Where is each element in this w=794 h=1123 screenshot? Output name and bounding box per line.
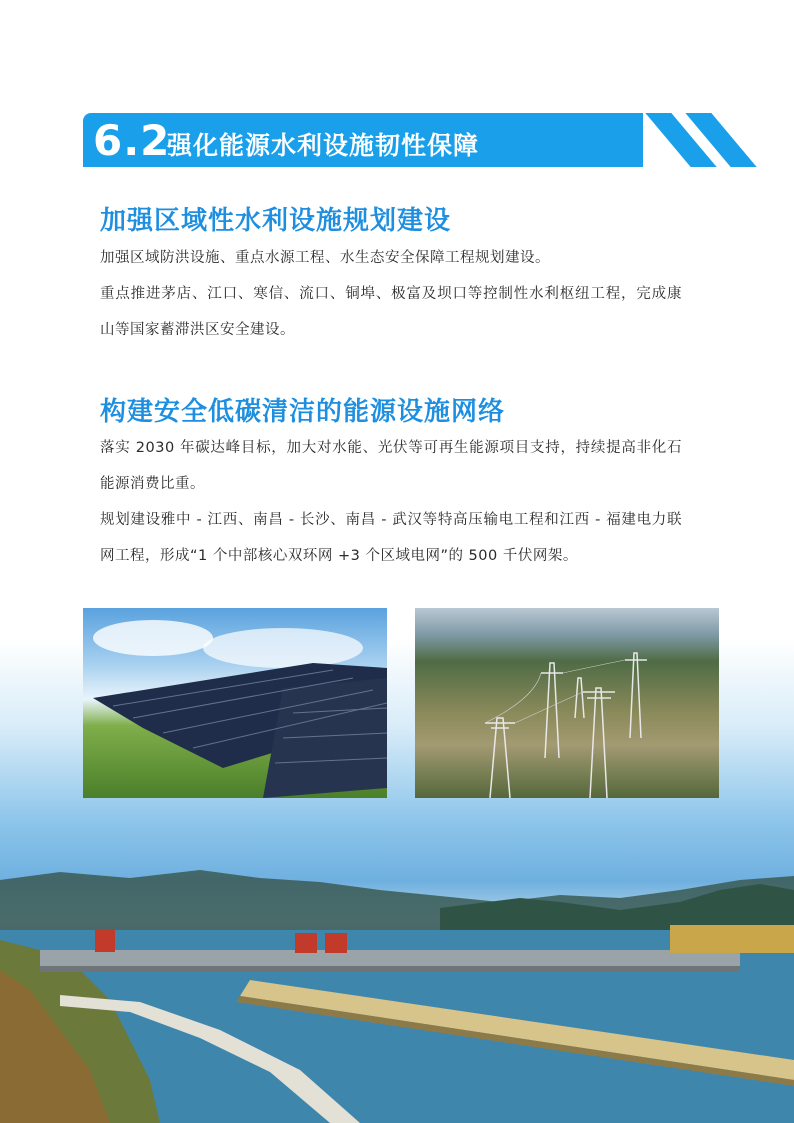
solar-panel-illustration: [83, 608, 387, 798]
section-header-banner: [83, 113, 723, 167]
section-number: 6.2: [93, 116, 171, 165]
paragraph: 重点推进茅店、江口、寒信、流口、铜埠、极富及坝口等控制性水利枢纽工程，完成康山等国家蓄滞洪区安全建设。: [100, 286, 682, 338]
paragraph: 规划建设雅中 - 江西、南昌 - 长沙、南昌 - 武汉等特高压输电工程和江西 - 福建电力联网工程，形成“1 个中部核心双环网 +3 个区域电网”的 500 千伏网架。: [100, 512, 682, 564]
subsection-heading: 构建安全低碳清洁的能源设施网络: [100, 397, 506, 427]
paragraph: 落实 2030 年碳达峰目标，加大对水能、光伏等可再生能源项目支持，持续提高非化石能源消费比重。: [100, 440, 682, 492]
transmission-towers-photo: [415, 608, 719, 798]
paragraph: 加强区域防洪设施、重点水源工程、水生态安全保障工程规划建设。: [100, 250, 550, 266]
subsection-heading: 加强区域性水利设施规划建设: [100, 206, 452, 236]
section-title: 强化能源水利设施韧性保障: [167, 131, 480, 160]
solar-panels-photo: [83, 608, 387, 798]
transmission-tower-illustration: [415, 608, 719, 798]
